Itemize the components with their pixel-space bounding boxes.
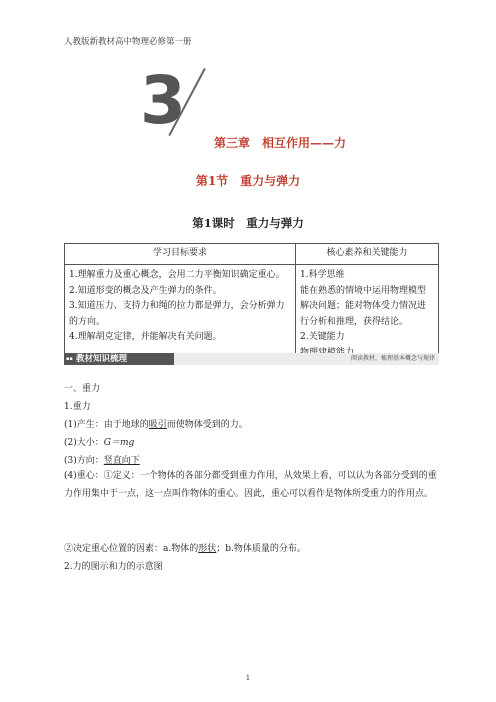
table-row <box>65 265 439 365</box>
section-banner <box>64 353 439 365</box>
banner-title: 教材知识梳理 <box>76 354 128 364</box>
text-segment: (1)产生：由于地球的 <box>64 420 149 430</box>
page-number: 1 <box>245 674 251 682</box>
paragraph-magnitude <box>64 435 134 448</box>
text-segment: (2)大小： <box>64 438 104 448</box>
paragraph-center-factors <box>64 541 306 554</box>
banner-title-block <box>64 353 174 365</box>
text-segment: 而使物体受到的力。 <box>166 420 248 430</box>
underlined-term: 吸引 <box>148 420 167 430</box>
banner-subtitle: 阅读教材，梳理基本概念与规律 <box>350 355 435 362</box>
competency-item: 1.科学思维 <box>300 270 345 280</box>
banner-bars-icon: ▪▪ <box>66 356 73 362</box>
section-title: 第1节 重力与弹力 <box>195 174 301 188</box>
table-header-goals: 学习目标要求 <box>65 244 296 265</box>
running-header: 人教版新教材高中物理必修第一册 <box>64 37 192 47</box>
text-segment: (3)方向： <box>64 456 104 466</box>
chapter-number: 3 <box>140 62 184 139</box>
text-segment: ；b.物体质量的分布。 <box>216 544 306 554</box>
goal-item: 2.知道形变的概念及产生弹力的条件。 <box>69 285 222 296</box>
underlined-term: 竖直向下 <box>103 456 140 466</box>
underlined-term: 形状 <box>198 544 217 554</box>
table-header-row <box>65 244 439 265</box>
paragraph-direction <box>64 453 140 466</box>
subheading-gravity: 1.重力 <box>64 402 91 412</box>
goal-item: 4.理解胡克定律，并能解决有关问题。 <box>69 332 222 342</box>
competencies-cell <box>296 265 439 365</box>
gravity-formula: G＝mg <box>103 438 135 448</box>
competency-item: 能在熟悉的情境中运用物理模型解决问题；能对物体受力情况进行分析和推理，获得结论。 <box>300 285 427 327</box>
heading-gravity: 一、重力 <box>64 384 101 394</box>
subheading-force-diagram: 2.力的图示和力的示意图 <box>64 562 163 572</box>
lesson-title: 第1课时 重力与弹力 <box>192 216 304 230</box>
paragraph-origin <box>64 417 248 430</box>
goal-item: 3.知道压力、支持力和绳的拉力都是弹力，会分析弹力的方向。 <box>69 301 285 327</box>
table-header-competencies: 核心素养和关键能力 <box>296 244 439 265</box>
goals-cell <box>65 265 296 365</box>
goal-item: 1.理解重力及重心概念，会用二力平衡知识确定重心。 <box>69 270 285 280</box>
chapter-title: 第三章 相互作用——力 <box>214 136 347 150</box>
competency-item: 2.关键能力 <box>300 332 345 342</box>
paragraph-center-of-gravity: (4)重心：①定义：一个物体的各部分都受到重力作用，从效果上看，可以认为各部分受到的重力作用集中于一点，这一点叫作物体的重心。因此，重心可以看作是物体所受重力的作用点。 <box>64 471 437 499</box>
text-segment: ②决定重心位置的因素：a.物体的 <box>64 544 199 554</box>
learning-goals-table <box>64 243 439 365</box>
